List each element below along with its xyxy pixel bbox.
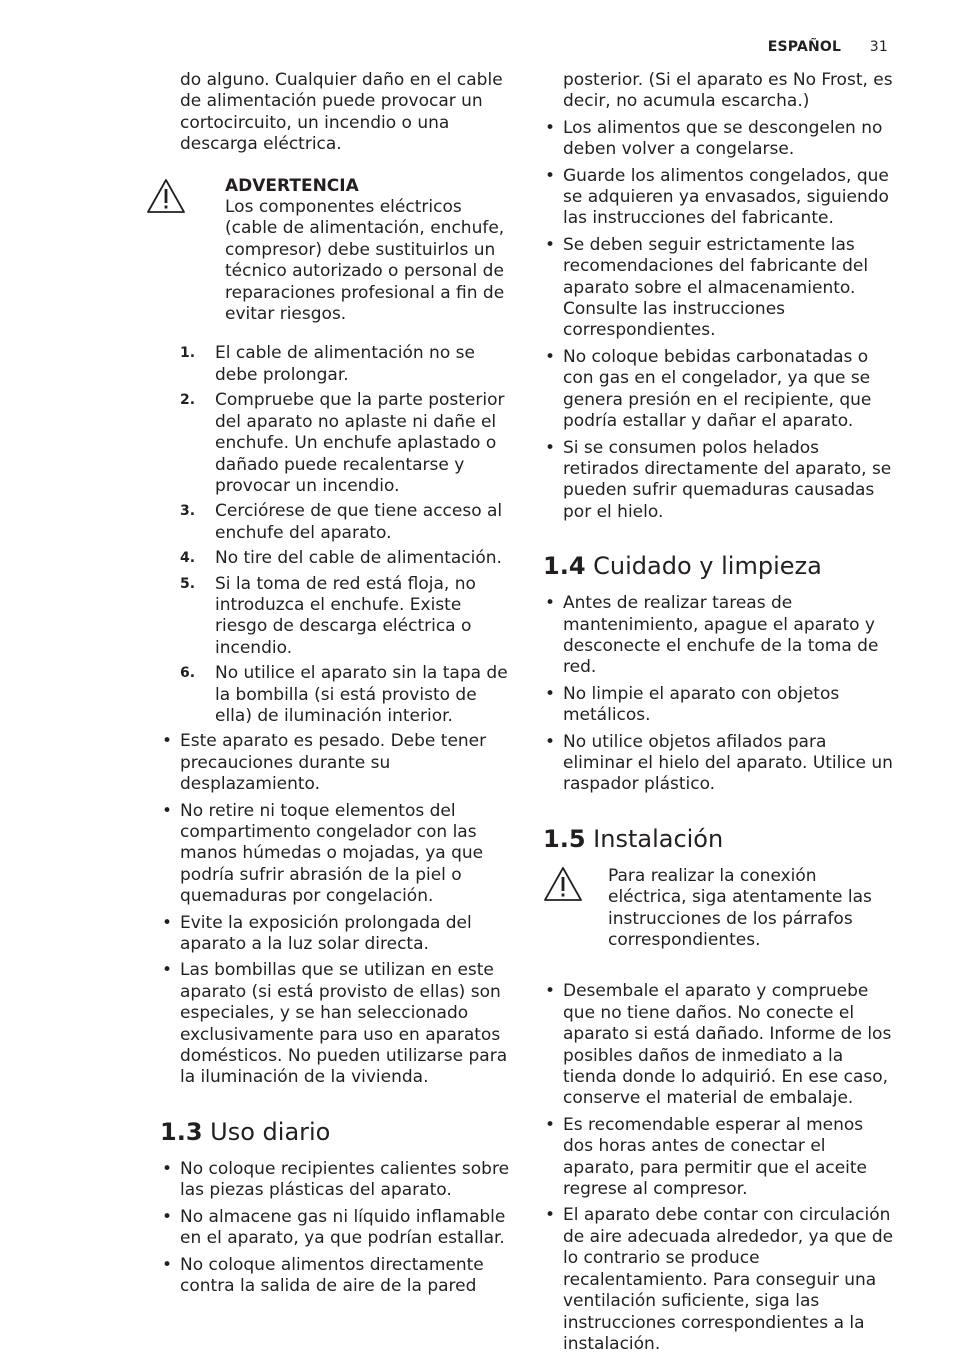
list-item: • No limpie el aparato con objetos metálicos. [543, 684, 897, 727]
warning-text: Los componentes eléctricos (cable de alimentación, enchufe, compresor) debe sustituirlos un técnico autorizado o personal de reparaciones profesional a fin de evitar riesgos. [225, 197, 505, 325]
list-item: • No coloque alimentos directamente contra la salida de aire de la pared [160, 1255, 514, 1298]
bullet-list [543, 118, 897, 523]
bullet-list [543, 593, 897, 796]
list-item: • Se deben seguir estrictamente las recomendaciones del fabricante del aparato sobre el almacenamiento. Consulte las instrucciones correspondientes. [543, 235, 897, 342]
list-item: • No coloque bebidas carbonatadas o con gas en el congelador, ya que se genera presión en el recipiente, que podría estallar y dañar el aparato. [543, 347, 897, 433]
right-column [543, 70, 897, 1360]
list-item: • No retire ni toque elementos del compartimento congelador con las manos húmedas o mojadas, ya que podría sufrir abrasión de la piel o quemaduras por congelación. [160, 801, 514, 908]
bullet-list [160, 1159, 514, 1297]
numbered-steps [160, 343, 514, 727]
info-text: Para realizar la conexión eléctrica, siga atentamente las instrucciones de los párrafos correspondientes. [608, 865, 872, 950]
list-item: • Antes de realizar tareas de mantenimiento, apague el aparato y desconecte el enchufe de la toma de red. [543, 593, 897, 679]
section-heading-1-4: 1.4 Cuidado y limpieza [543, 552, 822, 581]
section-heading-1-3: 1.3 Uso diario [160, 1117, 331, 1146]
list-item: 4. No tire del cable de alimentación. [180, 548, 502, 569]
list-item: 1. El cable de alimentación no se debe prolongar. [180, 343, 475, 385]
bullet-list [160, 731, 514, 1089]
info-box [543, 866, 897, 952]
list-item: • No coloque recipientes calientes sobre las piezas plásticas del aparato. [160, 1159, 514, 1202]
warning-box [160, 176, 514, 326]
list-item: 6. No utilice el aparato sin la tapa de la bombilla (si está provisto de ella) de iluminación interior. [180, 663, 508, 726]
list-item: 5. Si la toma de red está floja, no introduzca el enchufe. Existe riesgo de descarga eléctrica o incendio. [180, 573, 476, 658]
list-item: • Este aparato es pesado. Debe tener precauciones durante su desplazamiento. [160, 731, 514, 795]
bullet-list [543, 981, 897, 1355]
list-item: • Evite la exposición prolongada del aparato a la luz solar directa. [160, 913, 514, 956]
list-item: 3. Cerciórese de que tiene acceso al enchufe del aparato. [180, 501, 503, 543]
page-header [768, 37, 888, 58]
intro-paragraph: do alguno. Cualquier daño en el cable de alimentación puede provocar un cortocircuito, un incendio o una descarga eléctrica. [180, 70, 503, 155]
list-item: • Guarde los alimentos congelados, que se adquieren ya envasados, siguiendo las instrucciones del fabricante. [543, 166, 897, 230]
language-label: ESPAÑOL [767, 39, 842, 55]
page-number: 31 [869, 39, 888, 55]
list-item: • Los alimentos que se descongelen no deben volver a congelarse. [543, 118, 897, 161]
left-column [160, 70, 514, 1302]
warning-title: ADVERTENCIA [225, 175, 359, 196]
warning-triangle-icon [543, 866, 583, 902]
continued-paragraph: posterior. (Si el aparato es No Frost, es decir, no acumula escarcha.) [563, 70, 893, 112]
list-item: • No utilice objetos afilados para eliminar el hielo del aparato. Utilice un raspador plástico. [543, 732, 897, 796]
section-heading-1-5: 1.5 Instalación [543, 824, 724, 853]
list-item: • Las bombillas que se utilizan en este aparato (si está provisto de ellas) son especiales, y se han seleccionado exclusivamente para uso en aparatos domésticos. No pueden utilizarse para la iluminación de la vivienda. [160, 960, 514, 1088]
list-item: • El aparato debe contar con circulación de aire adecuada alrededor, ya que de lo contrario se produce recalentamiento. Para conseguir una ventilación suficiente, siga las instrucciones correspondientes a la instalación. [543, 1205, 897, 1355]
warning-triangle-icon [146, 178, 186, 214]
list-item: • Si se consumen polos helados retirados directamente del aparato, se pueden sufrir quemaduras causadas por el hielo. [543, 438, 897, 524]
list-item: • Es recomendable esperar al menos dos horas antes de conectar el aparato, para permitir que el aceite regrese al compresor. [543, 1115, 897, 1201]
list-item: • No almacene gas ni líquido inflamable en el aparato, ya que podrían estallar. [160, 1207, 514, 1250]
list-item: 2. Compruebe que la parte posterior del aparato no aplaste ni dañe el enchufe. Un enchufe aplastado o dañado puede recalentarse y provocar un incendio. [180, 390, 505, 496]
list-item: • Desembale el aparato y compruebe que no tiene daños. No conecte el aparato si está dañado. Informe de los posibles daños de inmediato a la tienda donde lo adquirió. En ese caso, conserve el material de embalaje. [543, 981, 897, 1109]
